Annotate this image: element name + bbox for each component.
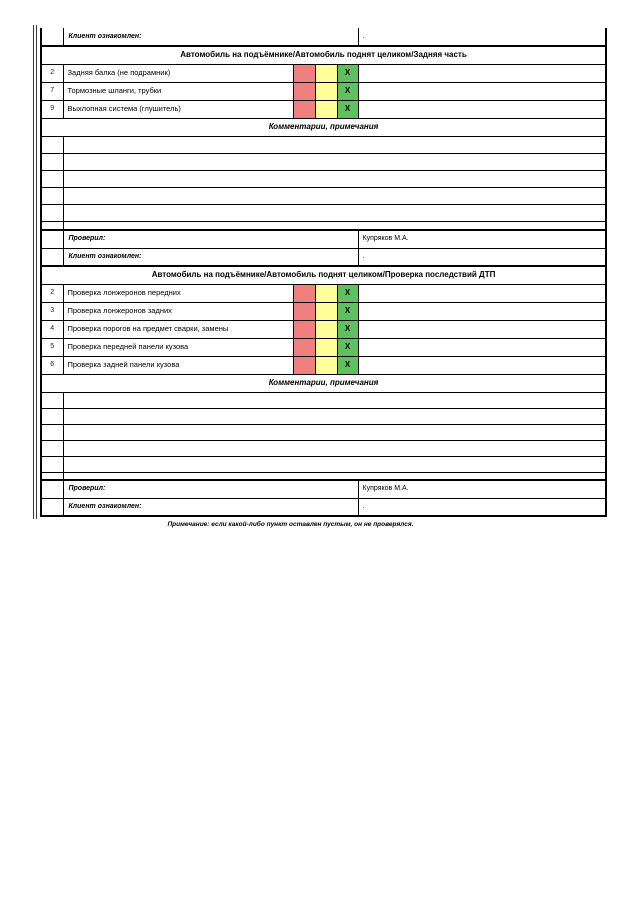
comment-row	[41, 472, 606, 480]
status-cell-red	[293, 64, 315, 82]
item-number: 4	[41, 320, 63, 338]
item-label: Проверка передней панели кузова	[63, 338, 293, 356]
inspector-name: Купряков М.А.	[358, 480, 606, 498]
comments-header: Комментарии, примечания	[41, 374, 606, 392]
comment-row	[41, 153, 606, 170]
checked-by-label: Проверил:	[63, 480, 358, 498]
comment-row	[41, 170, 606, 187]
section-2-title: Автомобиль на подъёмнике/Автомобиль поднят целиком/Проверка последствий ДТП	[41, 266, 606, 284]
row-number-cell	[41, 480, 63, 498]
section-header-row	[41, 266, 606, 284]
status-cell-yellow	[315, 284, 337, 302]
page-margin-line	[36, 25, 37, 519]
status-cell-green: X	[337, 356, 358, 374]
checked-by-row	[41, 230, 606, 248]
client-ack-label: Клиент ознакомлен:	[63, 498, 358, 516]
row-number-cell	[41, 28, 63, 46]
comments-header: Комментарии, примечания	[41, 118, 606, 136]
row-number-cell	[41, 204, 63, 221]
checked-by-label: Проверил:	[63, 230, 358, 248]
item-row	[41, 302, 606, 320]
row-number-cell	[41, 498, 63, 516]
row-number-cell	[41, 408, 63, 424]
comment-cell	[63, 187, 606, 204]
item-label: Проверка задней панели кузова	[63, 356, 293, 374]
inspection-form-table	[40, 28, 607, 517]
status-cell-yellow	[315, 320, 337, 338]
client-ack-value: .	[358, 28, 606, 46]
comment-cell	[63, 472, 606, 480]
client-ack-label: Клиент ознакомлен:	[63, 28, 358, 46]
notes-cell	[358, 302, 606, 320]
row-number-cell	[41, 456, 63, 472]
status-cell-red	[293, 100, 315, 118]
comment-cell	[63, 408, 606, 424]
comment-cell	[63, 136, 606, 153]
comment-cell	[63, 170, 606, 187]
item-row	[41, 320, 606, 338]
row-number-cell	[41, 440, 63, 456]
comment-cell	[63, 424, 606, 440]
comment-cell	[63, 440, 606, 456]
item-row	[41, 338, 606, 356]
notes-cell	[358, 338, 606, 356]
item-number: 6	[41, 356, 63, 374]
item-number: 7	[41, 82, 63, 100]
status-cell-yellow	[315, 100, 337, 118]
item-row	[41, 100, 606, 118]
comment-row	[41, 187, 606, 204]
notes-cell	[358, 356, 606, 374]
comment-cell	[63, 456, 606, 472]
row-number-cell	[41, 153, 63, 170]
row-number-cell	[41, 248, 63, 266]
status-cell-green: X	[337, 284, 358, 302]
item-label: Задняя балка (не подрамник)	[63, 64, 293, 82]
row-number-cell	[41, 424, 63, 440]
notes-cell	[358, 82, 606, 100]
client-ack-row	[41, 248, 606, 266]
status-cell-yellow	[315, 356, 337, 374]
comment-row	[41, 456, 606, 472]
comment-row	[41, 440, 606, 456]
item-number: 3	[41, 302, 63, 320]
comment-row	[41, 221, 606, 230]
client-ack-row	[41, 28, 606, 46]
footer-note: Примечание: если какой-либо пункт оставлен пустым, он не проверялся.	[167, 521, 414, 528]
status-cell-green: X	[337, 82, 358, 100]
row-number-cell	[41, 472, 63, 480]
checked-by-row	[41, 480, 606, 498]
comment-row	[41, 136, 606, 153]
comment-row	[41, 392, 606, 408]
item-number: 5	[41, 338, 63, 356]
status-cell-green: X	[337, 302, 358, 320]
comments-header-row	[41, 118, 606, 136]
section-header-row	[41, 46, 606, 64]
comment-row	[41, 424, 606, 440]
status-cell-yellow	[315, 64, 337, 82]
client-ack-value: .	[358, 248, 606, 266]
status-cell-red	[293, 338, 315, 356]
item-label: Проверка лонжеронов задних	[63, 302, 293, 320]
notes-cell	[358, 100, 606, 118]
item-number: 2	[41, 64, 63, 82]
status-cell-yellow	[315, 338, 337, 356]
item-label: Тормозные шланги, трубки	[63, 82, 293, 100]
item-label: Проверка лонжеронов передних	[63, 284, 293, 302]
item-label: Проверка порогов на предмет сварки, замены	[63, 320, 293, 338]
comment-row	[41, 204, 606, 221]
item-row	[41, 356, 606, 374]
page-margin-line	[33, 25, 34, 519]
comment-cell	[63, 153, 606, 170]
status-cell-green: X	[337, 64, 358, 82]
item-number: 2	[41, 284, 63, 302]
inspector-name: Купряков М.А.	[358, 230, 606, 248]
notes-cell	[358, 284, 606, 302]
notes-cell	[358, 320, 606, 338]
status-cell-green: X	[337, 338, 358, 356]
item-label: Выхлопная система (глушитель)	[63, 100, 293, 118]
status-cell-red	[293, 284, 315, 302]
status-cell-red	[293, 356, 315, 374]
client-ack-label: Клиент ознакомлен:	[63, 248, 358, 266]
item-number: 9	[41, 100, 63, 118]
status-cell-red	[293, 320, 315, 338]
client-ack-value: .	[358, 498, 606, 516]
comment-cell	[63, 392, 606, 408]
row-number-cell	[41, 392, 63, 408]
comment-cell	[63, 204, 606, 221]
status-cell-red	[293, 82, 315, 100]
notes-cell	[358, 64, 606, 82]
status-cell-green: X	[337, 100, 358, 118]
row-number-cell	[41, 170, 63, 187]
item-row	[41, 82, 606, 100]
status-cell-yellow	[315, 302, 337, 320]
status-cell-yellow	[315, 82, 337, 100]
status-cell-green: X	[337, 320, 358, 338]
comment-row	[41, 408, 606, 424]
row-number-cell	[41, 187, 63, 204]
client-ack-row	[41, 498, 606, 516]
row-number-cell	[41, 221, 63, 230]
section-1-title: Автомобиль на подъёмнике/Автомобиль поднят целиком/Задняя часть	[41, 46, 606, 64]
row-number-cell	[41, 230, 63, 248]
comments-header-row	[41, 374, 606, 392]
item-row	[41, 284, 606, 302]
comment-cell	[63, 221, 606, 230]
status-cell-red	[293, 302, 315, 320]
row-number-cell	[41, 136, 63, 153]
item-row	[41, 64, 606, 82]
